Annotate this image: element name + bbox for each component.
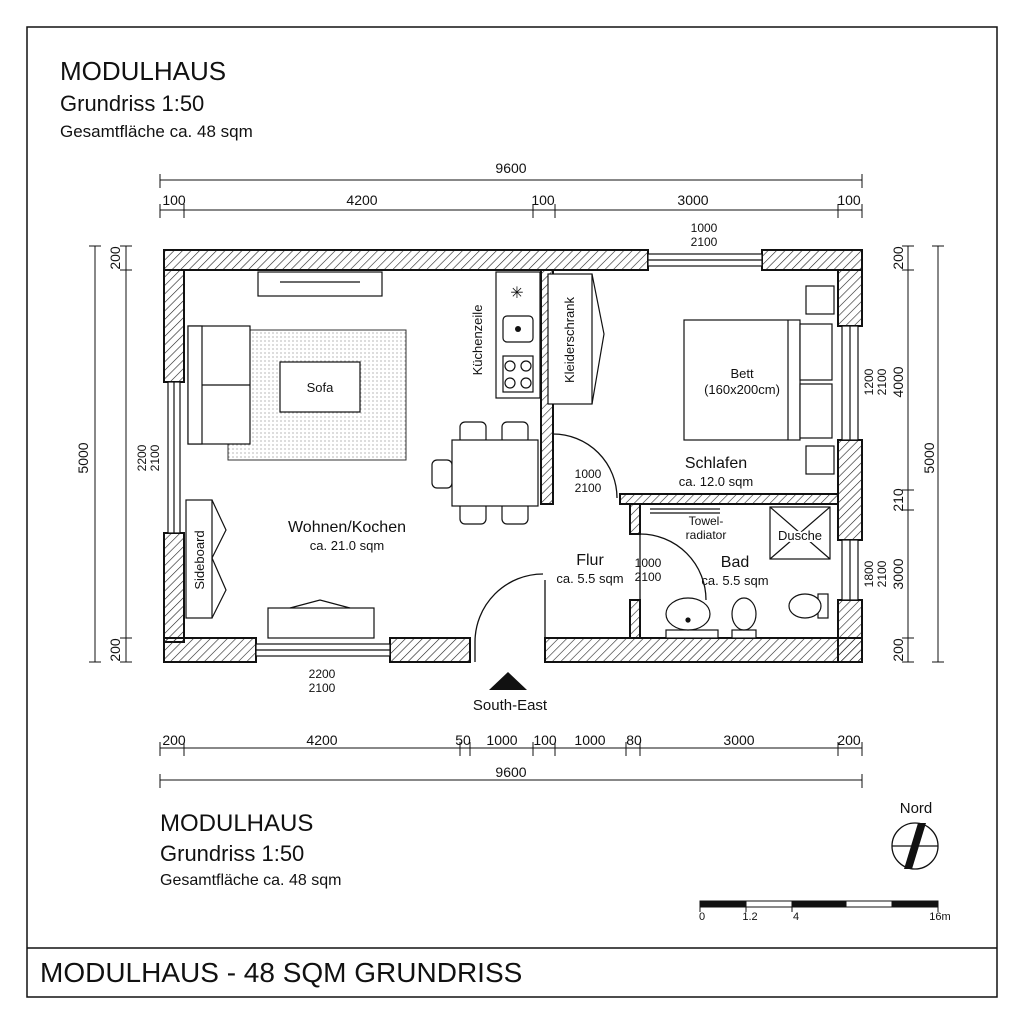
- dim-left-bottom: 200: [107, 638, 123, 662]
- dim-left-total: 5000: [75, 442, 91, 474]
- dim-top-seg-1: 100: [162, 192, 186, 208]
- dim-bottom-total: 9600: [495, 764, 527, 780]
- bed: [684, 286, 834, 474]
- scale-tick-3: 16m: [929, 911, 951, 923]
- right-lower-window-width: 1800: [862, 560, 876, 588]
- towel-radiator: [650, 509, 720, 513]
- dim-top-seg-3: 100: [531, 192, 555, 208]
- scale-bar: [700, 901, 938, 912]
- dim-left-top: 200: [107, 246, 123, 270]
- right-upper-window-height: 2100: [875, 368, 889, 396]
- bed-label: Bett: [730, 366, 754, 381]
- north-arrow-icon: [892, 823, 938, 869]
- schlafen-name: Schlafen: [684, 455, 748, 472]
- footer-subtitle: Grundriss 1:50: [160, 841, 305, 866]
- dim-top-seg-2: 4200: [346, 192, 378, 208]
- left-window-width: 2200: [135, 444, 149, 472]
- tv-unit: [258, 272, 382, 296]
- top-window-width: 1000: [690, 221, 718, 235]
- toilet-icon: [732, 598, 756, 638]
- bidet-icon: [789, 594, 828, 618]
- dining-set: [432, 422, 538, 524]
- dim-bottom-seg-6: 1000: [574, 732, 606, 748]
- bottom-window-height: 2100: [308, 681, 336, 695]
- top-window-height: 2100: [690, 235, 718, 249]
- dim-right-mid-upper: 4000: [890, 366, 906, 398]
- dim-right-mid-lower: 3000: [890, 558, 906, 590]
- dim-top-seg-5: 100: [837, 192, 861, 208]
- wardrobe-label: Kleiderschrank: [562, 297, 577, 383]
- scale-tick-0: 0: [698, 911, 706, 923]
- dim-bottom-seg-5: 100: [533, 732, 557, 748]
- extractor-icon: ✳: [510, 285, 524, 302]
- header-title: MODULHAUS: [60, 56, 227, 86]
- towel-label-1: Towel-: [688, 514, 724, 528]
- dim-bottom-seg-3: 50: [455, 732, 471, 748]
- dim-bottom-seg-7: 80: [626, 732, 642, 748]
- scale-tick-1: 1.2: [742, 911, 758, 923]
- dim-bottom-seg-2: 4200: [306, 732, 338, 748]
- kitchen-label: Küchenzeile: [470, 304, 485, 376]
- flur-area: ca. 5.5 sqm: [556, 571, 624, 586]
- bed-size: (160x200cm): [704, 382, 780, 397]
- dim-right-mid: 210: [890, 488, 906, 512]
- media-console: [268, 600, 374, 638]
- dim-right-total: 5000: [921, 442, 937, 474]
- header-area: Gesamtfläche ca. 48 sqm: [60, 122, 253, 141]
- footer-area: Gesamtfläche ca. 48 sqm: [160, 872, 342, 889]
- sofa: [188, 326, 250, 444]
- sofa-label: Sofa: [306, 380, 334, 395]
- dim-top-total: 9600: [495, 160, 527, 176]
- scale-tick-2: 4: [792, 911, 800, 923]
- wohnen-area: ca. 21.0 sqm: [309, 538, 385, 553]
- wohnen-name: Wohnen/Kochen: [287, 519, 407, 536]
- towel-label-2: radiator: [685, 528, 727, 542]
- sink-icon: [666, 598, 718, 638]
- right-upper-window-width: 1200: [862, 368, 876, 396]
- left-window-height: 2100: [148, 444, 162, 472]
- sideboard-label: Sideboard: [192, 530, 207, 590]
- sink-icon: [515, 326, 521, 332]
- bottom-window-width: 2200: [308, 667, 336, 681]
- dim-bottom-seg-4: 1000: [486, 732, 518, 748]
- dim-bottom-seg-8: 3000: [723, 732, 755, 748]
- shower-label: Dusche: [777, 528, 823, 543]
- dim-right-top: 200: [890, 246, 906, 270]
- door-schlafen-height: 2100: [574, 481, 602, 495]
- banner-title: MODULHAUS - 48 SQM GRUNDRISS: [40, 957, 523, 988]
- top-dimension-lines: [160, 174, 862, 218]
- left-dimension-lines: [89, 246, 132, 662]
- right-lower-window-height: 2100: [875, 560, 889, 588]
- schlafen-area: ca. 12.0 sqm: [678, 474, 754, 489]
- bad-name: Bad: [720, 554, 750, 571]
- door-schlafen-width: 1000: [574, 467, 602, 481]
- dim-bottom-seg-9: 200: [837, 732, 861, 748]
- door-bad-height: 2100: [634, 570, 662, 584]
- flur-name: Flur: [576, 552, 604, 569]
- dim-top-seg-4: 3000: [677, 192, 709, 208]
- header-subtitle: Grundriss 1:50: [60, 91, 205, 116]
- footer-title: MODULHAUS: [160, 810, 314, 837]
- north-label: Nord: [899, 800, 933, 817]
- dim-bottom-seg-1: 200: [162, 732, 186, 748]
- dim-right-bottom: 200: [890, 638, 906, 662]
- bad-area: ca. 5.5 sqm: [701, 573, 769, 588]
- entrance-label: South-East: [472, 697, 548, 714]
- triangle-up-icon: [489, 672, 527, 690]
- door-bad-width: 1000: [634, 556, 662, 570]
